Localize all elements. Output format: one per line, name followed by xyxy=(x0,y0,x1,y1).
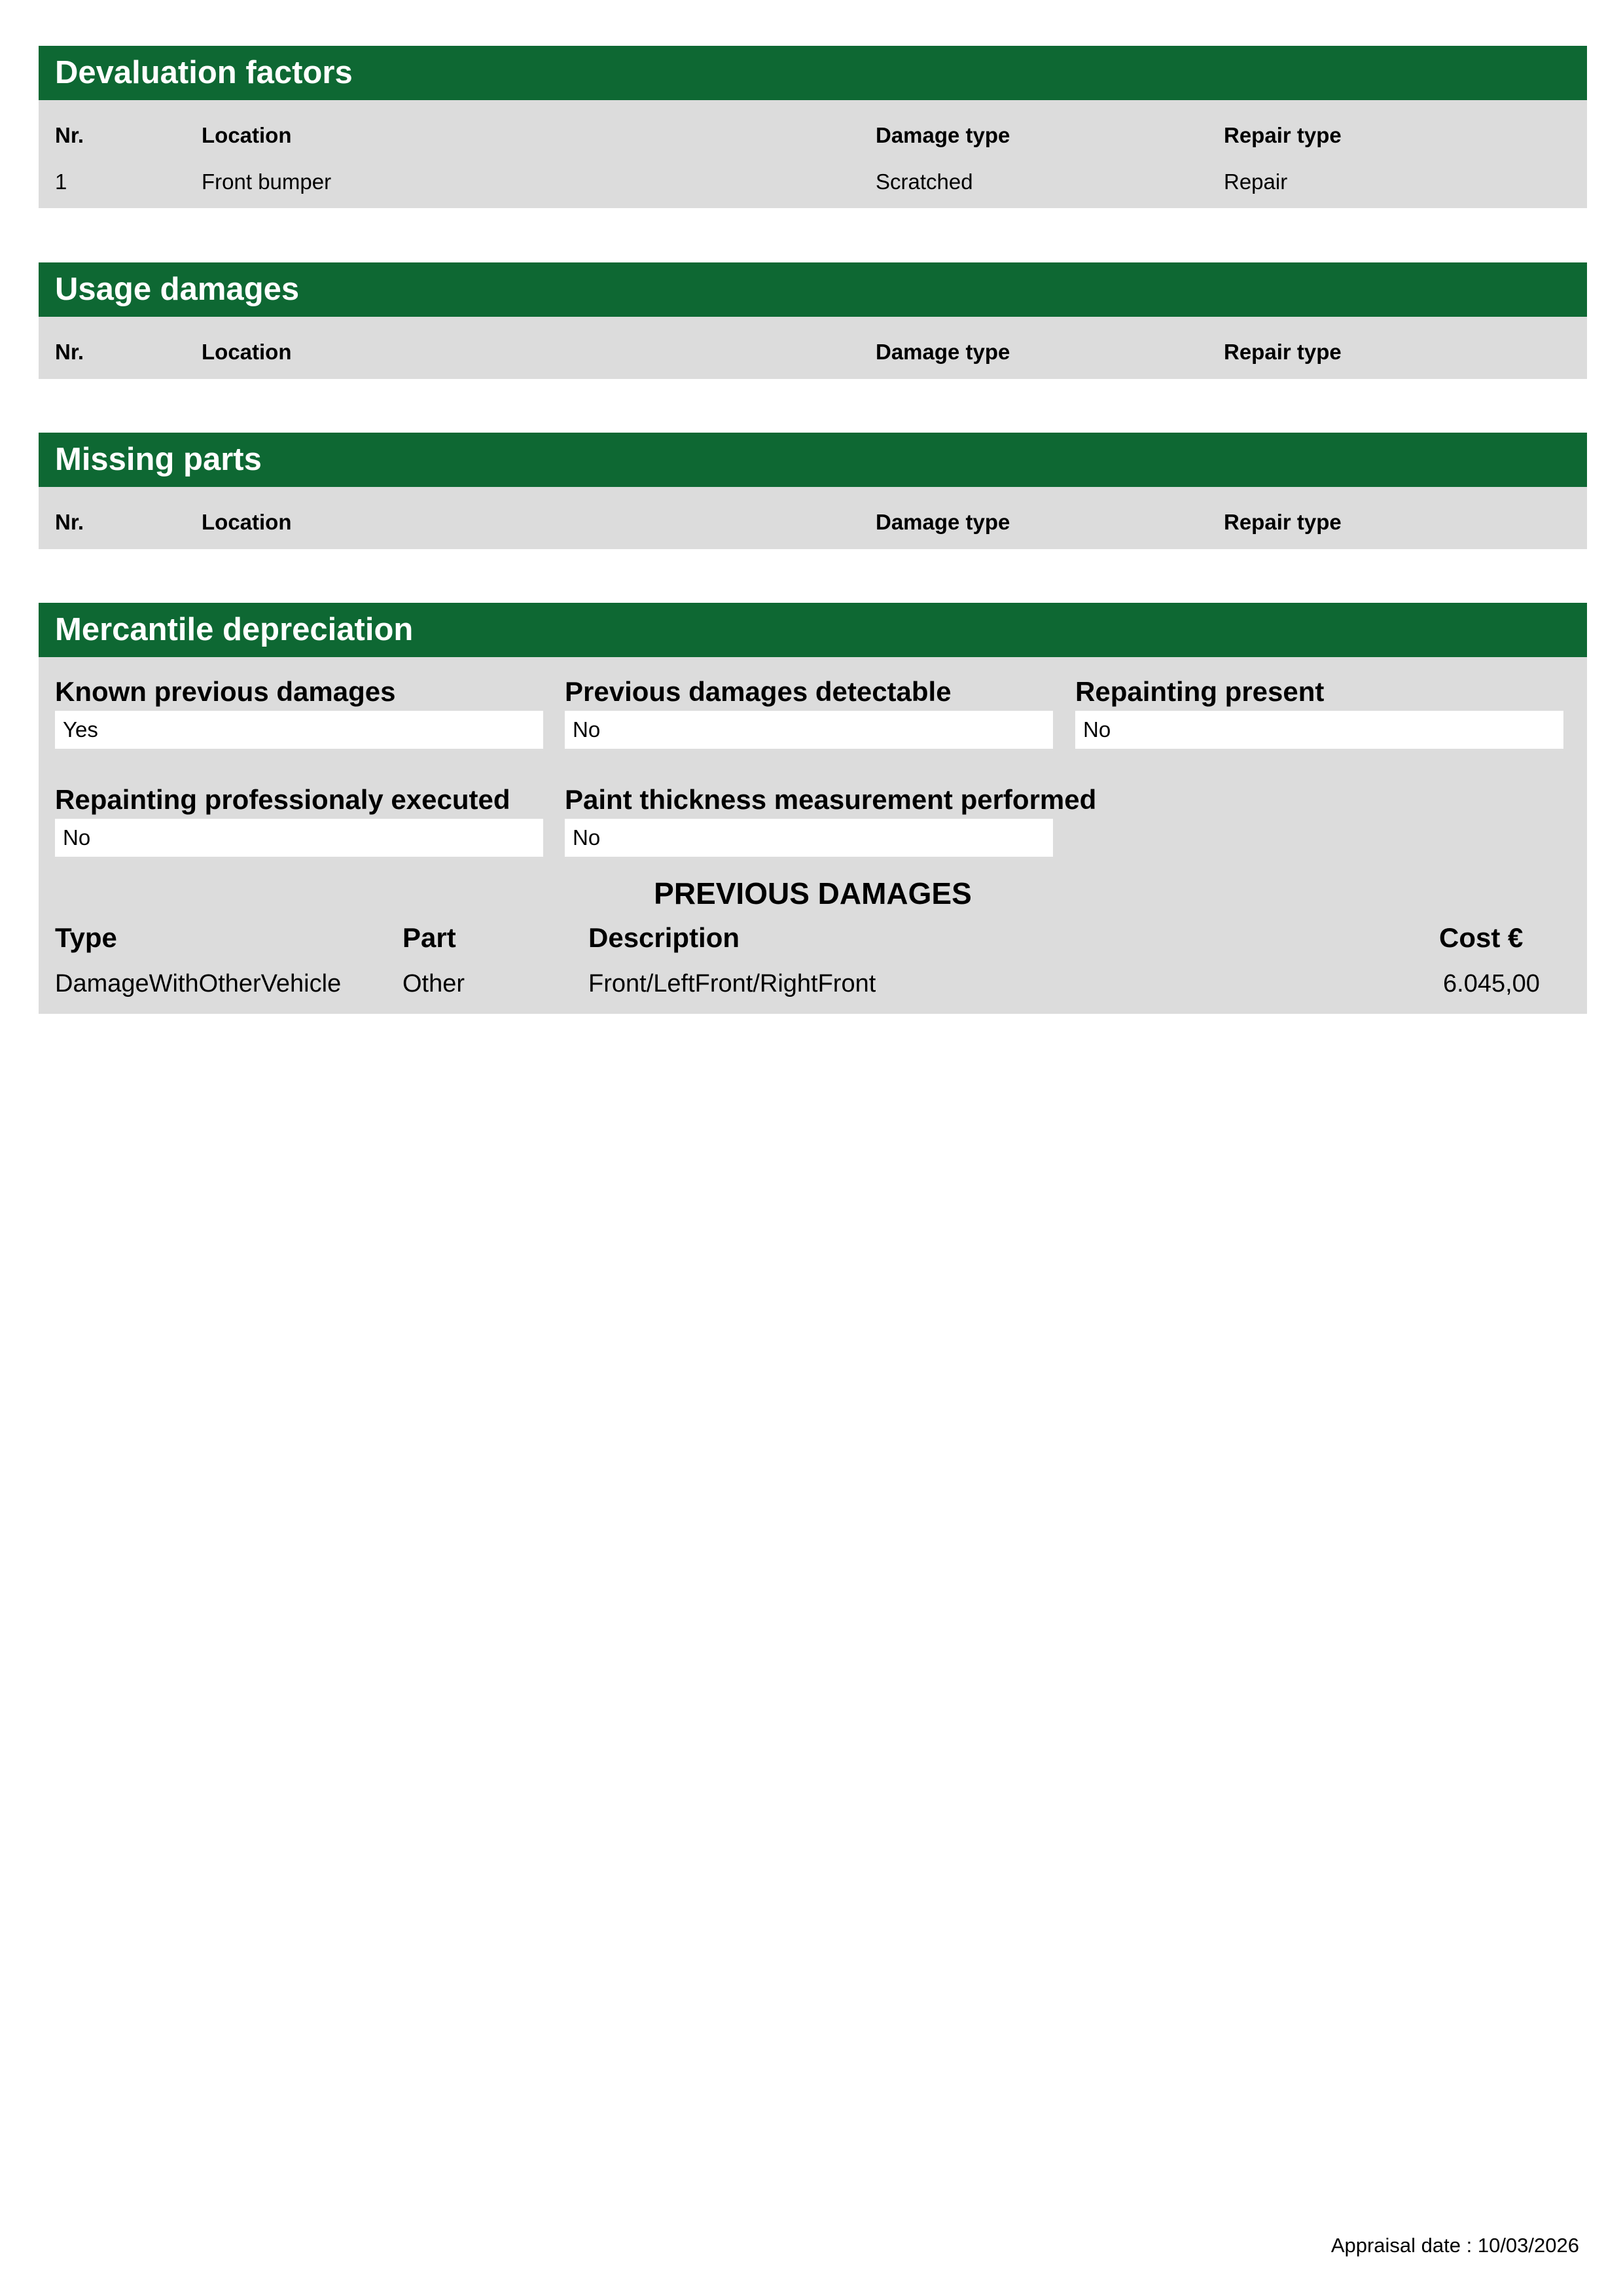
column-header-nr: Nr. xyxy=(55,340,84,364)
previous-damages-title: PREVIOUS DAMAGES xyxy=(654,876,972,910)
previous-damages-detectable-label: Previous damages detectable xyxy=(565,676,952,707)
column-header-location: Location xyxy=(202,123,292,147)
previous-damage-part: Other xyxy=(402,970,465,997)
previous-damages-header-type: Type xyxy=(55,922,117,953)
previous-damage-cost: 6.045,00 xyxy=(1443,970,1540,997)
paint-thickness-measurement-value: No xyxy=(565,819,1053,857)
previous-damage-type: DamageWithOtherVehicle xyxy=(55,970,342,997)
devaluation-factors-section xyxy=(39,46,1587,208)
previous-damages-detectable-value: No xyxy=(565,711,1053,749)
column-header-location: Location xyxy=(202,340,292,364)
repainting-present-value: No xyxy=(1075,711,1563,749)
column-header-repair-type: Repair type xyxy=(1224,123,1342,147)
previous-damages-header-part: Part xyxy=(402,922,456,953)
column-header-damage-type: Damage type xyxy=(876,510,1010,534)
column-header-nr: Nr. xyxy=(55,510,84,534)
devaluation-factors-title: Devaluation factors xyxy=(39,46,1587,100)
usage-damages-title: Usage damages xyxy=(39,262,1587,317)
known-previous-damages-label: Known previous damages xyxy=(55,676,396,707)
missing-parts-title: Missing parts xyxy=(39,433,1587,487)
repainting-professionaly-executed-value: No xyxy=(55,819,543,857)
column-header-damage-type: Damage type xyxy=(876,123,1010,147)
table-row-nr: 1 xyxy=(55,170,67,194)
column-header-damage-type: Damage type xyxy=(876,340,1010,364)
table-row-repair-type: Repair xyxy=(1224,170,1288,194)
mercantile-depreciation-section xyxy=(39,603,1587,1014)
mercantile-depreciation-title: Mercantile depreciation xyxy=(39,603,1587,657)
usage-damages-section xyxy=(39,262,1587,379)
paint-thickness-measurement-label: Paint thickness measurement performed xyxy=(565,784,1097,815)
repainting-professionaly-executed-label: Repainting professionaly executed xyxy=(55,784,510,815)
column-header-nr: Nr. xyxy=(55,123,84,147)
column-header-repair-type: Repair type xyxy=(1224,340,1342,364)
known-previous-damages-value: Yes xyxy=(55,711,543,749)
column-header-location: Location xyxy=(202,510,292,534)
missing-parts-section xyxy=(39,433,1587,549)
previous-damages-header-cost: Cost € xyxy=(1439,922,1524,953)
table-row-damage-type: Scratched xyxy=(876,170,973,194)
previous-damage-description: Front/LeftFront/RightFront xyxy=(588,970,876,997)
previous-damages-header-description: Description xyxy=(588,922,740,953)
column-header-repair-type: Repair type xyxy=(1224,510,1342,534)
table-row-location: Front bumper xyxy=(202,170,332,194)
appraisal-date: Appraisal date : 10/03/2026 xyxy=(1330,2234,1579,2257)
repainting-present-label: Repainting present xyxy=(1075,676,1325,707)
